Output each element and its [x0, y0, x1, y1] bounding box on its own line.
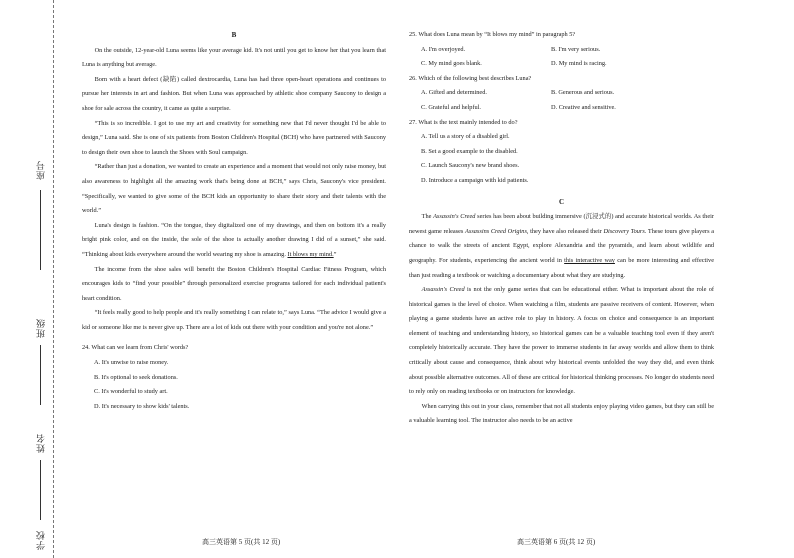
q24-option-d: D. It's necessary to show kids' talents.	[94, 402, 190, 410]
passage-c-paragraph-2	[409, 283, 714, 400]
page-5-footer: 高三英语第 5 页(共 12 页)	[202, 538, 281, 546]
passage-b-paragraph-7: “It feels really good to help people and it's really something I can relate to,” says Luna. “The advice I would give a kid or someone like me is never give up. There are a lot of kids out there with your condition and you're not alone.”	[82, 309, 386, 331]
question-26-stem: 26. Which of the following best describes Luna?	[409, 74, 532, 82]
p5-end: ”	[333, 250, 337, 258]
page-5-column	[82, 28, 386, 414]
q26-option-a: A. Gifted and determined.	[421, 89, 487, 97]
c1-game-title: Assassin's Creed	[433, 213, 476, 221]
q27-option-d: D. Introduce a campaign with kid patients.	[421, 176, 529, 184]
q26-options-row-2	[409, 101, 714, 116]
q25-option-a: A. I'm overjoyed.	[421, 45, 466, 53]
q25-option-d: D. My mind is racing.	[551, 60, 607, 68]
c1-underlined-phrase: this interactive way	[564, 256, 615, 264]
q26-option-b: B. Generous and serious.	[551, 89, 615, 97]
page-6-column	[409, 28, 714, 429]
q25-options-row-2	[409, 57, 714, 72]
q24-option-c: C. It's wonderful to study art.	[94, 388, 168, 396]
c2-game-title: Assassin's Creed	[421, 286, 465, 294]
section-b-title: B	[231, 31, 237, 39]
q24-option-a: A. It's unwise to raise money.	[94, 359, 169, 367]
q25-option-b: B. I'm very serious.	[551, 45, 601, 53]
c1-text-d: . These tours give players a chance to walk the streets of ancient Egypt, explore Alexandria and the pyramids, and learn about wildlife and geography. For students, experiencing the ancient world in	[409, 227, 714, 264]
seat-label: 座号	[36, 160, 46, 180]
q25-option-c: C. My mind goes blank.	[421, 60, 482, 68]
passage-b-paragraph-2: Born with a heart defect (缺陷) called dextrocardia, Luna has had three open-heart operations and continues to pursue her interests in art and fashion. But when Luna was approached by athletic shoe company Saucony to design a shoe for sale across the country, it came as quite a surprise.	[82, 75, 386, 112]
class-label: 班级	[36, 318, 46, 338]
name-label: 姓名	[36, 433, 46, 453]
question-25-stem: 25. What does Luna mean by “It blows my mind” in paragraph 5?	[409, 31, 576, 38]
seat-field-line	[40, 190, 41, 270]
q27-option-b: B. Set a good example to the disabled.	[421, 147, 518, 155]
passage-c-paragraph-3: When carrying this out in your class, remember that not all students enjoy playing video games, but they can still be a valuable learning tool. The instructor also needs to be an active	[409, 402, 714, 425]
class-field-line	[40, 345, 41, 405]
passage-b-paragraph-5	[82, 219, 386, 263]
question-24-stem: 24. What can we learn from Chris' words?	[82, 344, 189, 352]
p5-text: Luna's design is fashion. “On the tongue, they digitalized one of my drawings, and then on bottom it's a really bright pink color, and on the inside, the sole of the shoe is actually another drawing I did of a sunset,” she said. “Thinking about kids everywhere around the world wearing my shoe is amazing.	[82, 221, 386, 258]
binding-cut-line	[53, 0, 54, 558]
c1-discovery-tours: Discovery Tours	[603, 227, 645, 235]
question-27-stem: 27. What is the text mainly intended to do?	[409, 118, 518, 126]
passage-b-paragraph-6: The income from the shoe sales will benefit the Boston Children's Hospital Cardiac Fitness Program, which encourages kids to “find your possible” through personalized exercise programs tailored for each individual patient's heart condition.	[82, 265, 386, 302]
c1-text-a: The	[421, 213, 434, 221]
binding-margin	[0, 0, 64, 558]
q24-option-b: B. It's optional to seek donations.	[94, 373, 178, 381]
c1-game-origins: Assassins Creed Origins	[465, 227, 527, 235]
passage-b-paragraph-1: On the outside, 12-year-old Luna seems like your average kid. It's not until you get to know her that you learn that Luna is anything but average.	[82, 46, 386, 69]
q26-options-row-1	[409, 86, 714, 101]
page-6-footer: 高三英语第 6 页(共 12 页)	[517, 538, 596, 546]
q25-options-row-1	[409, 43, 714, 58]
q26-option-c: C. Grateful and helpful.	[421, 103, 481, 111]
section-c-title: C	[558, 197, 565, 206]
q27-option-a: A. Tell us a story of a disabled girl.	[421, 133, 510, 141]
school-label: 学校	[36, 530, 46, 550]
passage-b-paragraph-4: “Rather than just a donation, we wanted to create an experience and a moment that would not only raise money, but also awareness to highlight all the amazing work that's being done at BCH,” says Chris, Saucony's vice president. “Specifically, we wanted to give some of the BCH kids an opportunity to share their story and their talents with the world.”	[82, 163, 386, 215]
c1-text-b: series has been about building immersive (沉浸式的) and accurate historical worlds. As their newest game releases	[409, 213, 714, 235]
q27-option-c: C. Launch Saucony's new brand shoes.	[421, 162, 520, 170]
p5-underlined-phrase: It blows my mind.	[287, 250, 334, 258]
passage-b-paragraph-3: “This is so incredible. I got to use my art and creativity for something new that I'd never thought I'd be able to design,” Luna said. She is one of six patients from Boston Children's Hospital (BCH) who have partnered with Saucony to design their own shoe to launch the Shoes with Soul campaign.	[82, 119, 386, 156]
passage-c-paragraph-1	[409, 210, 714, 283]
q26-option-d: D. Creative and sensitive.	[551, 103, 616, 111]
name-field-line	[40, 460, 41, 520]
c2-text: is not the only game series that can be educational either. What is important about the role of historical games is the level of choice. When watching a film, students are passive receivers of content. However, when playing a game students have an active role to play in history. A focus on choice and consequence is an important element of teaching and understanding history, so historical games can be a valuable teaching tool even if they aren't completely historically accurate. They have the power to immerse students in far away worlds and allow them to think critically about cause and consequence, think about why historical events unfolded the way they did, and even think about possible alternative outcomes. All of these are critical for historical thinking processes. No longer do students need to rely only on reading textbooks or on instructors for knowledge.	[409, 286, 714, 396]
c1-text-e: can be more interesting and effective than just reading a textbook or watching a documentary about what they are studying.	[409, 256, 714, 279]
c1-text-c: , they have also released their	[526, 227, 604, 235]
